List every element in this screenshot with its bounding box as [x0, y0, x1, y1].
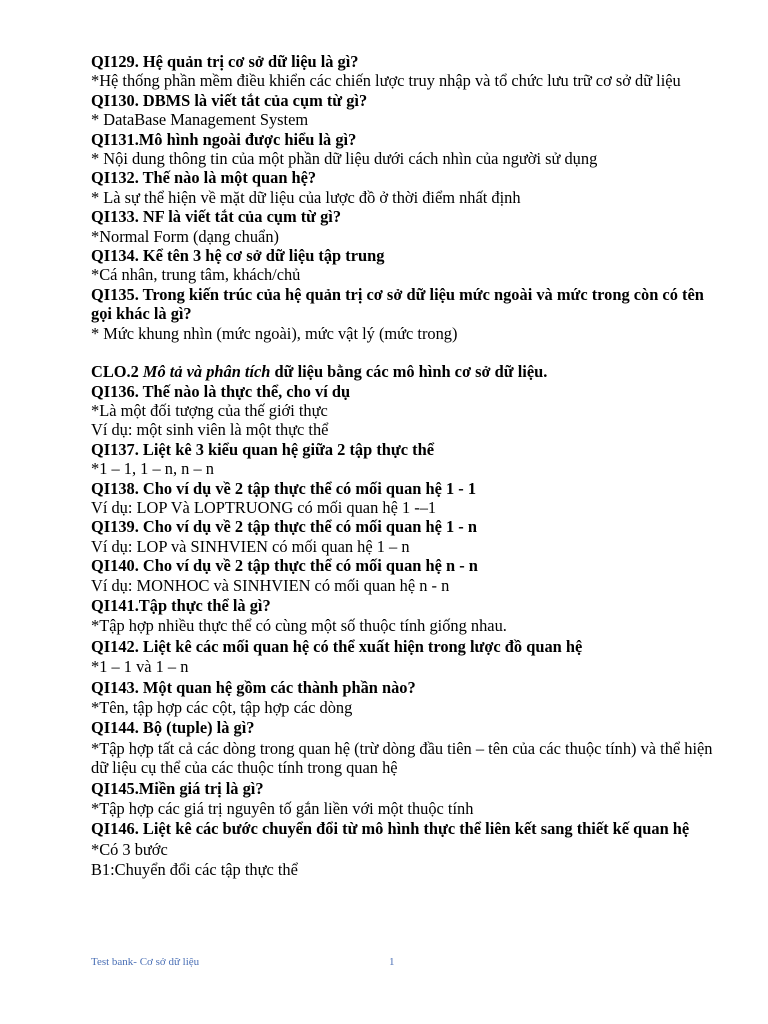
answer-131: * Nội dung thông tin của một phần dữ liệu dưới cách nhìn của người sử dụng: [91, 149, 598, 169]
clo-prefix: CLO.2: [91, 362, 143, 382]
question-142: QI142. Liệt kê các mối quan hệ có thể xuất hiện trong lược đồ quan hệ: [91, 636, 583, 656]
question-144: QI144. Bộ (tuple) là gì?: [91, 718, 255, 738]
question-139: QI139. Cho ví dụ về 2 tập thực thể có mối quan hệ 1 - n: [91, 517, 477, 537]
question-145: QI145.Miền giá trị là gì?: [91, 778, 264, 798]
clo-rest: dữ liệu bằng các mô hình cơ sở dữ liệu.: [270, 362, 548, 382]
footer-title: Test bank- Cơ sở dữ liệu: [91, 956, 200, 968]
question-140: QI140. Cho ví dụ về 2 tập thực thể có mối quan hệ n - n: [91, 556, 478, 576]
answer-143: *Tên, tập hợp các cột, tập hợp các dòng: [91, 698, 353, 717]
question-138: QI138. Cho ví dụ về 2 tập thực thể có mối quan hệ 1 - 1: [91, 478, 477, 498]
question-133: QI133. NF là viết tắt của cụm từ gì?: [91, 207, 342, 227]
question-132: QI132. Thế nào là một quan hệ?: [91, 168, 317, 188]
question-136: QI136. Thế nào là thực thể, cho ví dụ: [91, 381, 351, 401]
answer-130: * DataBase Management System: [91, 110, 309, 130]
answer-133: *Normal Form (dạng chuẩn): [91, 226, 279, 246]
answer-140: Ví dụ: MONHOC và SINHVIEN có mối quan hệ n - n: [91, 575, 450, 595]
question-129: QI129. Hệ quản trị cơ sở dữ liệu là gì?: [91, 52, 359, 71]
answer-144: *Tập hợp tất cả các dòng trong quan hệ (trừ dòng đầu tiên – tên của các thuộc tính) và thể hiện dữ liệu cụ thể của các thuộc tính trong quan hệ: [91, 738, 713, 778]
document-page: [91, 52, 721, 880]
question-137: QI137. Liệt kê 3 kiểu quan hệ giữa 2 tập thực thể: [91, 439, 434, 459]
answer-132: * Là sự thể hiện về mặt dữ liệu của lược đồ ở thời điểm nhất định: [91, 187, 521, 207]
clo-italic: Mô tả và phân tích: [142, 362, 271, 382]
question-135: QI135. Trong kiến trúc của hệ quản trị cơ sở dữ liệu mức ngoài và mức trong còn có tên gọi khác là gì?: [91, 284, 704, 324]
answer-135: * Mức khung nhìn (mức ngoài), mức vật lý (mức trong): [91, 323, 458, 343]
answer-134: *Cá nhân, trung tâm, khách/chủ: [91, 265, 301, 285]
answer-137: *1 – 1, 1 – n, n – n: [91, 459, 214, 479]
answer-139: Ví dụ: LOP và SINHVIEN có mối quan hệ 1 – n: [91, 536, 410, 556]
question-134: QI134. Kể tên 3 hệ cơ sở dữ liệu tập trung: [91, 246, 385, 266]
answer-142: *1 – 1 và 1 – n: [91, 657, 189, 677]
answer-145: *Tập hợp các giá trị nguyên tố gắn liền với một thuộc tính: [91, 799, 474, 819]
question-146: QI146. Liệt kê các bước chuyển đổi từ mô hình thực thể liên kết sang thiết kế quan hệ: [91, 819, 690, 839]
answer-136-1: *Là một đối tượng của thế giới thực: [91, 400, 328, 420]
answer-129: *Hệ thống phần mềm điều khiển các chiến lược truy nhập và tổ chức lưu trữ cơ sở dữ liệu: [91, 71, 681, 91]
answer-138: Ví dụ: LOP Và LOPTRUONG có mối quan hệ 1 -–1: [91, 497, 437, 517]
answer-141: *Tập hợp nhiều thực thể có cùng một số thuộc tính giống nhau.: [91, 616, 507, 636]
question-143: QI143. Một quan hệ gồm các thành phần nào?: [91, 677, 416, 697]
question-131: QI131.Mô hình ngoài được hiểu là gì?: [91, 129, 357, 149]
section-spacer: [91, 343, 721, 362]
answer-146-1: *Có 3 bước: [91, 839, 168, 859]
clo-heading: [91, 362, 721, 381]
question-141: QI141.Tập thực thể là gì?: [91, 595, 271, 615]
footer-page-number: 1: [389, 956, 395, 968]
answer-136-2: Ví dụ: một sinh viên là một thực thể: [91, 420, 329, 440]
question-130: QI130. DBMS là viết tắt của cụm từ gì?: [91, 90, 368, 110]
answer-146-2: B1:Chuyển đổi các tập thực thể: [91, 860, 298, 880]
